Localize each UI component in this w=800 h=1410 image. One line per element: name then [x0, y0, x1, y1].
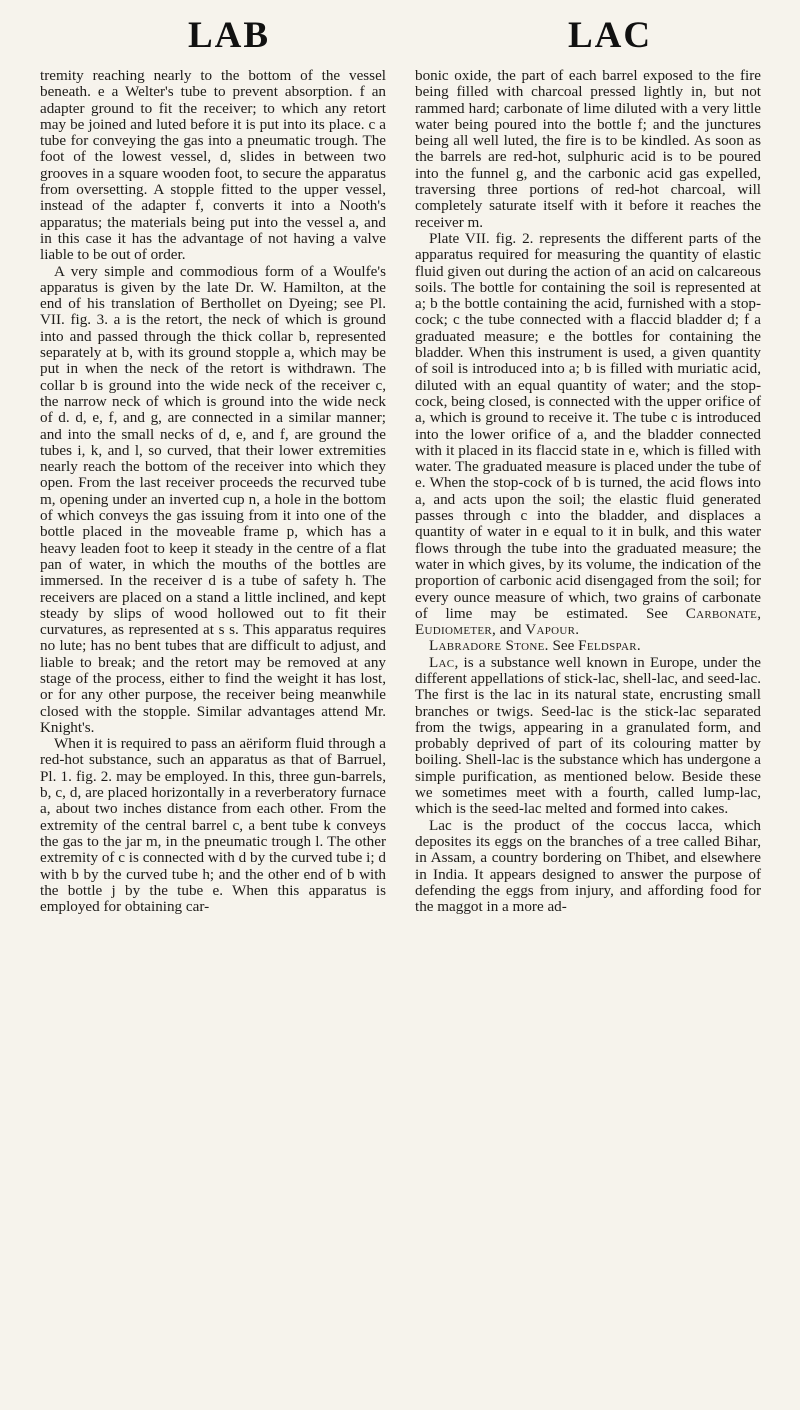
cross-ref-carbonate: Carbonate [685, 604, 758, 622]
entry-title-labradore: Labradore Stone. [429, 637, 549, 655]
paragraph-carbonic-oxide: bonic oxide, the part of each barrel exposed to the fire being filled with charcoal pressed lightly in, but not rammed hard; carbonate of lime diluted with a very little water being poured into the bottle f; and the junctures being all well luted, the fire is to be kindled. As soon as the barrels are red-hot, sulphuric acid is to be poured into the funnel g, and the carbonic acid gas expelled, traversing three portions of red-hot charcoal, will completely saturate itself with it before it reaches the receiver m. [415, 67, 761, 231]
cross-ref-feldspar: Feldspar [578, 637, 637, 655]
cross-ref-eudiometer: Eudiometer [415, 621, 493, 639]
header-right-word: LAC [568, 15, 653, 56]
entry-lac [415, 655, 761, 818]
paragraph-barruel-apparatus: When it is required to pass an aëriform fluid through a red-hot substance, such an apparatus as that of Barruel, Pl. 1. fig. 2. may be employed. In this, three gun-barrels, b, c, d, are placed horizontally in a reverberatory furnace a, about two inches distance from each other. From the extremity of the central barrel c, a bent tube k conveys the gas to the jar m, in the pneumatic trough l. The other extremity of c is connected with d by the curved tube i; d with b by the curved tube h; and the other end of b with the bottle j by the tube e. When this apparatus is employed for obtaining car- [40, 735, 386, 916]
paragraph-hamilton-apparatus: A very simple and commodious form of a Woulfe's apparatus is given by the late Dr. W. Hamilton, at the end of his translation of Berthollet on Dyeing; see Pl. VII. fig. 3. a is the retort, the neck of which is ground into and passed through the thick collar b, represented separately at b, with its ground stopple a, which may be put in when the neck of the retort is withdrawn. The collar b is ground into the wide neck of the receiver c, the narrow neck of which is ground into the wide neck of d. d, e, f, and g, are connected in a similar manner; and into the small necks of d, e, and f, are ground the tubes i, k, and l, so curved, that their lower extremities nearly reach the bottom of the receiver into which they open. From the last receiver proceeds the recurved tube m, opening under an inverted cup n, a hole in the bottom of which conveys the gas issuing from it into one of the bottle placed in the moveable frame p, which has a heavy leaden foot to keep it steady in the centre of a flat pan of water, in which the mouths of the bottles are immersed. In the receiver d is a tube of safety h. The receivers are placed on a stand a little inclined, and kept steady by slips of wood hollowed out to fit their curvatures, as represented at s s. This apparatus requires no lute; has no bent tubes that are difficult to adjust, and liable to break; and the retort may be removed at any stage of the process, either to find the weight it has lost, or for any other purpose, the receiver being meanwhile closed with the stopple. Similar advantages attend Mr. Knight's. [40, 262, 386, 736]
ref-and: , and [492, 621, 522, 639]
paragraph-soil-apparatus [415, 231, 761, 638]
left-column [40, 68, 386, 915]
running-header [0, 14, 800, 62]
text-columns [40, 68, 764, 1400]
cross-ref-vapour: Vapour [525, 621, 576, 639]
labradore-end: . [636, 637, 641, 655]
soil-apparatus-text: Plate VII. fig. 2. represents the different parts of the apparatus required for measuring the quantity of elastic fluid given out during the action of an acid on calcareous soils. The bottle for containing the soil is represented at a; b the bottle containing the acid, furnished with a stop-cock; c the tube connected with a flaccid bladder d; f a graduated measure; e the bottles for containing the bladder. When this instrument is used, a given quantity of soil is introduced into a; b is filled with muriatic acid, diluted with an equal quantity of water; and the stop-cock, being closed, is connected with the upper orifice of a, which is ground to receive it. The tube c is introduced into the lower orifice of a, and the bladder connected with it placed in its flaccid state in e, which is filled with water. The graduated measure is placed under the tube of e. When the stop-cock of b is turned, the acid flows into a, and acts upon the soil; the elastic fluid generated passes through c into the bladder, and displaces a quantity of water in e equal to it in bulk, and this water flows through the tube into the graduated measure; the water in which gives, by its volume, the indication of the proportion of carbonic acid disengaged from the soil; for every ounce measure of which, two grains of carbonate of lime may be estimated. See [415, 229, 762, 622]
entry-title-lac: Lac [429, 653, 455, 671]
paragraph-woulfe-continuation: tremity reaching nearly to the bottom of the vessel beneath. e a Welter's tube to prevent absorption. f an adapter ground to fit the receiver; to which any retort may be joined and luted before it is put into its place. c a tube for conveying the gas into a pneumatic trough. The foot of the lowest vessel, d, slides in between two grooves in a square wooden foot, to secure the apparatus from oversetting. A stopple fitted to the upper vessel, instead of the adapter f, converts it into a Nooth's apparatus; the materials being put into the vessel a, and in this case it has the advantage of not having a valve liable to be out of order. [40, 67, 386, 264]
entry-labradore-stone [415, 638, 761, 654]
ref-end: . [575, 621, 580, 639]
paragraph-lac-origin: Lac is the product of the coccus lacca, which deposites its eggs on the branches of a tree called Bihar, in Assam, a country bordering on Thibet, and elsewhere in India. It appears designed to answer the purpose of defending the eggs from injury, and affording food for the maggot in a more ad- [415, 816, 761, 916]
right-column [415, 68, 761, 915]
header-left-word: LAB [188, 15, 271, 56]
ref-separator: , [757, 604, 761, 622]
labradore-see: See [548, 637, 579, 655]
lac-definition: , is a substance well known in Europe, under the different appellations of stick-lac, shell-lac, and seed-lac. The first is the lac in its natural state, encrusting small branches or twigs. Seed-lac is the stick-lac separated from the twigs, appearing in a granulated form, and probably deprived of part of its colouring matter by boiling. Shell-lac is the substance which has undergone a simple purification, as mentioned below. Beside these we sometimes meet with a fourth, called lump-lac, which is the seed-lac melted and formed into cakes. [415, 653, 761, 818]
